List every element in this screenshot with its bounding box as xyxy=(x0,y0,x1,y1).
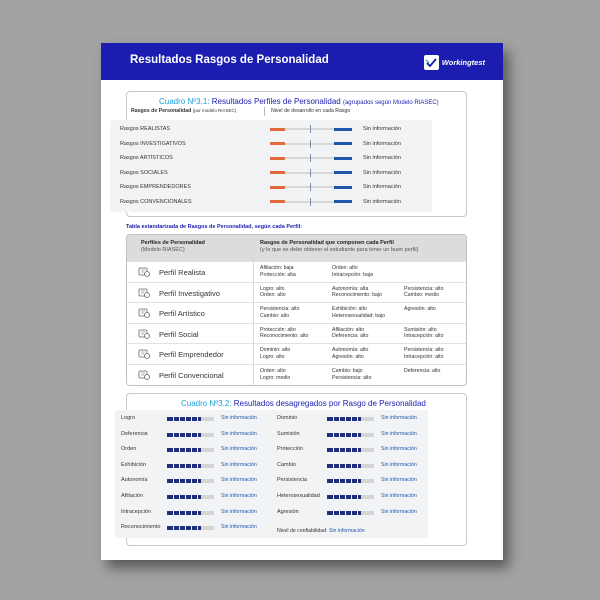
rasgo-value: Sin información xyxy=(363,140,401,147)
artistico-icon xyxy=(138,306,150,318)
rasgo-detail-label: Agresión xyxy=(277,508,299,515)
detail-bar xyxy=(327,479,374,483)
level-bar xyxy=(270,201,352,203)
workingtest-logo xyxy=(424,54,485,70)
detail-bar xyxy=(167,479,214,483)
rasgo-cell: Protección: alto Reconocimiento: alto xyxy=(260,326,309,340)
perfil-name: Perfil Social xyxy=(159,329,199,339)
rasgo-detail-label: Logro xyxy=(121,415,136,421)
rasgo-cell: Persistencia: alto Cambio: medio xyxy=(404,285,444,299)
rasgo-cell: Autonomía: alta Reconocimiento: bajo xyxy=(332,285,382,299)
rasgo-row xyxy=(110,167,432,180)
perfil-table-header: Perfiles de Personalidad (Modelo RIASEC) Rasgos de Personalidad que componen cada Perfil (y lo que se debe obtener el estudiante para tener un buen perfil) xyxy=(127,235,466,261)
rasgo-detail-row xyxy=(117,491,272,503)
logo-text: Workingtest xyxy=(441,57,485,67)
rasgo-cell: Agresión: alto xyxy=(404,306,436,313)
rasgo-detail-value: Sin información xyxy=(381,430,417,437)
rasgo-detail-value: Sin información xyxy=(221,493,257,499)
cuadro-3-1-col2: Nivel de desarrollo en cada Rasgo xyxy=(271,108,351,114)
rasgo-label: Rasgos REALISTAS xyxy=(120,126,171,132)
rasgo-row xyxy=(110,152,432,165)
rasgo-value: Sin información xyxy=(363,184,401,190)
rasgo-detail-label: Cambio xyxy=(277,461,296,468)
rasgo-cell: Deferencia: alto xyxy=(404,368,441,374)
level-bar xyxy=(270,172,352,174)
rasgo-label: Rasgos ARTÍSTICOS xyxy=(120,155,173,161)
perfil-row xyxy=(127,323,466,344)
rasgo-detail-value: Sin información xyxy=(381,446,417,453)
rasgo-detail-value: Sin información xyxy=(221,508,257,515)
rasgo-detail-label: Sumisión xyxy=(277,430,300,437)
rasgo-detail-row xyxy=(273,475,428,487)
rasgo-cell: Dominio: alto Logro: alto xyxy=(260,347,291,360)
cuadro-3-2-rows xyxy=(115,410,428,538)
cuadro-3-2-title: Cuadro Nº3.2: Resultados desagregados por Rasgo de Personalidad xyxy=(181,399,426,408)
rasgo-detail-label: Protección xyxy=(277,446,303,453)
detail-bar xyxy=(327,417,374,421)
rasgo-detail-value: Sin información xyxy=(381,477,417,484)
page-header xyxy=(101,43,503,80)
rasgo-detail-label: Autonomía xyxy=(121,477,148,484)
perfil-name: Perfil Emprendedor xyxy=(159,350,224,360)
level-bar xyxy=(270,143,352,145)
table2-label: Tabla estandarizada de Rasgos de Personalidad, según cada Perfil: xyxy=(126,224,302,230)
rasgo-value: Sin información xyxy=(363,126,401,132)
rasgo-cell: Orden: alto Logro: medio xyxy=(260,368,291,381)
perfil-name: Perfil Realista xyxy=(159,268,206,277)
detail-bar xyxy=(327,495,374,499)
rasgo-detail-value: Sin información xyxy=(381,493,417,499)
detail-bar xyxy=(327,511,374,515)
rasgo-detail-value: Sin información xyxy=(221,477,257,484)
perfil-table xyxy=(126,234,467,386)
perfil-name: Perfil Convencional xyxy=(159,371,224,380)
rasgo-row xyxy=(110,181,432,194)
level-bar xyxy=(270,157,352,159)
realista-icon xyxy=(138,265,150,277)
perfil-row xyxy=(127,282,466,303)
rasgo-detail-value: Sin información xyxy=(221,461,257,468)
detail-bar xyxy=(167,511,214,515)
detail-bar xyxy=(167,464,214,468)
rasgo-detail-value: Sin información xyxy=(381,508,417,515)
emprendedor-icon xyxy=(138,347,150,359)
social-icon xyxy=(138,327,150,339)
rasgo-detail-row xyxy=(117,507,272,519)
confidence-level: Nivel de confiabilidad: Sin información xyxy=(277,528,365,534)
rasgo-detail-label: Heterosexualidad xyxy=(277,493,320,499)
rasgo-detail-label: Dominio xyxy=(277,415,298,421)
detail-bar xyxy=(167,448,214,452)
rasgo-value: Sin información xyxy=(363,155,401,161)
rasgo-detail-row xyxy=(117,429,272,441)
rasgo-detail-row xyxy=(273,491,428,503)
rasgo-detail-row xyxy=(117,460,272,472)
check-icon xyxy=(424,55,439,70)
page-title: Resultados Rasgos de Personalidad xyxy=(130,54,329,66)
rasgo-cell: Persistencia: alto Cambio: alto xyxy=(260,306,300,319)
perfil-row xyxy=(127,343,466,364)
rasgo-detail-row xyxy=(117,522,272,534)
perfil-name: Perfil Investigativo xyxy=(159,288,220,298)
rasgo-detail-row xyxy=(117,413,272,425)
investigativo-icon xyxy=(138,286,150,298)
rasgo-cell: Afiliación: baja Protección: alta xyxy=(260,265,296,278)
rasgo-detail-label: Reconocimiento xyxy=(121,524,161,531)
rasgo-value: Sin información xyxy=(363,198,401,205)
rasgo-detail-row xyxy=(117,475,272,487)
perfil-row xyxy=(127,364,466,385)
rasgo-detail-row xyxy=(117,444,272,456)
rasgo-detail-value: Sin información xyxy=(221,524,257,531)
rasgo-cell: Persistencia: alto Intracepción: alto xyxy=(404,347,444,360)
rasgo-detail-value: Sin información xyxy=(381,415,417,421)
rasgo-detail-row xyxy=(273,460,428,472)
rasgo-row xyxy=(110,138,432,151)
rasgo-detail-label: Afiliación xyxy=(121,493,144,499)
detail-bar xyxy=(167,495,214,499)
report-page xyxy=(101,43,503,560)
level-bar xyxy=(270,186,352,188)
rasgo-value: Sin información xyxy=(363,169,401,176)
rasgo-label: Rasgos EMPRENDEDORES xyxy=(120,184,191,190)
rasgo-detail-row xyxy=(273,429,428,441)
rasgo-detail-label: Deferencia xyxy=(121,430,148,437)
rasgo-cell: Cambio: bajo Persistencia: alto xyxy=(332,368,372,381)
perfil-name: Perfil Artístico xyxy=(159,309,205,319)
rasgo-label: Rasgos SOCIALES xyxy=(120,169,168,176)
detail-bar xyxy=(167,433,214,437)
rasgo-cell: Sumisión: alto Intracepción: alto xyxy=(404,326,444,340)
rasgo-cell: Orden: alto Intracepción: baja xyxy=(332,265,373,278)
rasgo-cell: Exhibición: alto Heterosexualidad: bajo xyxy=(332,306,386,319)
rasgo-cell: Afiliación: alto Deferencia: alto xyxy=(332,326,369,340)
detail-bar xyxy=(327,464,374,468)
rasgo-detail-value: Sin información xyxy=(221,415,257,421)
detail-bar xyxy=(327,433,374,437)
cuadro-3-1-title: Cuadro Nº3.1: Resultados Perfiles de Personalidad (agrupados según Modelo RIASEC) xyxy=(159,97,439,106)
rasgo-label: Rasgos INVESTIGATIVOS xyxy=(120,140,186,147)
rasgo-detail-row xyxy=(273,413,428,425)
rasgo-detail-label: Orden xyxy=(121,446,137,453)
rasgo-row xyxy=(110,123,432,136)
level-bar xyxy=(270,128,352,130)
rasgo-detail-label: Intracepción xyxy=(121,508,151,515)
detail-bar xyxy=(167,417,214,421)
cuadro-3-1-rows xyxy=(110,120,432,212)
rasgo-detail-value: Sin información xyxy=(221,446,257,453)
perfil-row xyxy=(127,302,466,323)
rasgo-detail-label: Exhibición xyxy=(121,461,147,468)
rasgo-row xyxy=(110,196,432,209)
rasgo-detail-value: Sin información xyxy=(381,461,417,468)
rasgo-cell: Logro: alto Orden: alto xyxy=(260,285,286,299)
detail-bar xyxy=(167,526,214,530)
cuadro-3-1-col1: Rasgos de Personalidad (por modelo RIASEC) xyxy=(131,108,237,114)
convencional-icon xyxy=(138,368,150,380)
rasgo-detail-label: Persistencia xyxy=(277,477,307,484)
rasgo-detail-value: Sin información xyxy=(221,430,257,437)
rasgo-cell: Autonomía: alto Agresión: alto xyxy=(332,347,369,360)
rasgo-detail-row xyxy=(273,507,428,519)
detail-bar xyxy=(327,448,374,452)
perfil-row xyxy=(127,261,466,282)
rasgo-label: Rasgos CONVENCIONALES xyxy=(120,198,192,205)
rasgo-detail-row xyxy=(273,444,428,456)
